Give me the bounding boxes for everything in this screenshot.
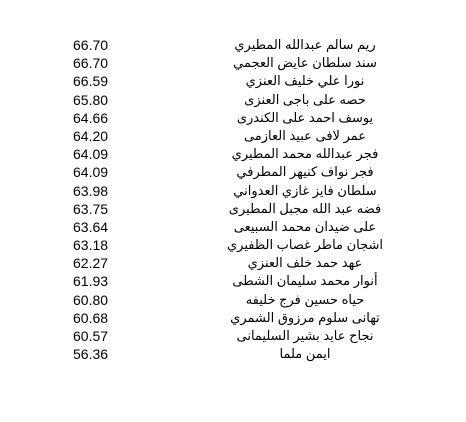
score-value: 60.80 [73,291,109,308]
score-value: 56.36 [73,346,109,363]
list-item [0,291,466,309]
student-name: ريم سالم عبدالله المطيري [234,37,376,52]
list-item [0,345,466,363]
student-name: عمر لافى عبيد العازمى [243,127,367,143]
list-item [0,163,466,181]
list-item [0,145,466,163]
list-item [0,218,466,236]
list-item [0,200,466,218]
list-item [0,109,466,127]
list-item [0,182,466,200]
score-value: 63.75 [73,200,109,217]
student-name: فضه عبد الله مجبل المطيرى [228,200,382,216]
student-name: سند سلطان عايض العجمي [233,55,377,71]
list-item [0,127,466,145]
list-item [0,54,466,72]
student-name: يوسف احمد على الكندرى [236,109,374,125]
student-name: حصه على باجى العنزى [244,91,366,107]
student-name: عهد حمد خلف العنزي [247,255,363,271]
score-value: 63.64 [73,218,109,235]
score-value: 65.80 [73,91,109,108]
score-value: 66.70 [73,37,109,53]
list-item [0,254,466,272]
student-name: نجاح عايد بشير السليمانى [236,328,374,343]
list-item [0,236,466,254]
list-item [0,72,466,90]
student-name: نورا علي خليف العنزي [245,73,365,89]
list-item [0,327,466,345]
score-value: 62.27 [73,255,109,272]
score-value: 60.68 [73,309,109,326]
student-name: اشجان ماطر غصاب الظفيري [226,237,384,253]
student-name: على ضيدان محمد السبيعى [233,218,377,234]
student-name: فجر نواف كنيهر المطرفي [236,164,374,180]
student-name: حياه حسين فرج خليفه [245,291,365,307]
student-name: أنوار محمد سليمان الشطى [232,273,378,289]
score-value: 64.20 [73,127,109,144]
results-list [0,36,466,363]
score-value: 66.70 [73,55,109,72]
score-value: 60.57 [73,328,109,344]
list-item [0,309,466,327]
list-item [0,272,466,290]
score-value: 63.98 [73,182,109,199]
score-value: 66.59 [73,73,109,90]
score-value: 64.09 [73,164,109,181]
score-value: 64.09 [73,146,109,163]
list-item [0,91,466,109]
list-item [0,36,466,54]
score-value: 63.18 [73,237,109,254]
student-name: سلطان فايز غازي العدواني [233,182,377,198]
student-name: ايمن ملما [279,346,331,362]
score-value: 61.93 [73,273,109,290]
student-name: فجر عبدالله محمد المطيري [231,146,379,162]
student-name: تهانى سلوم مرزوق الشمري [230,309,380,325]
score-value: 64.66 [73,109,109,126]
